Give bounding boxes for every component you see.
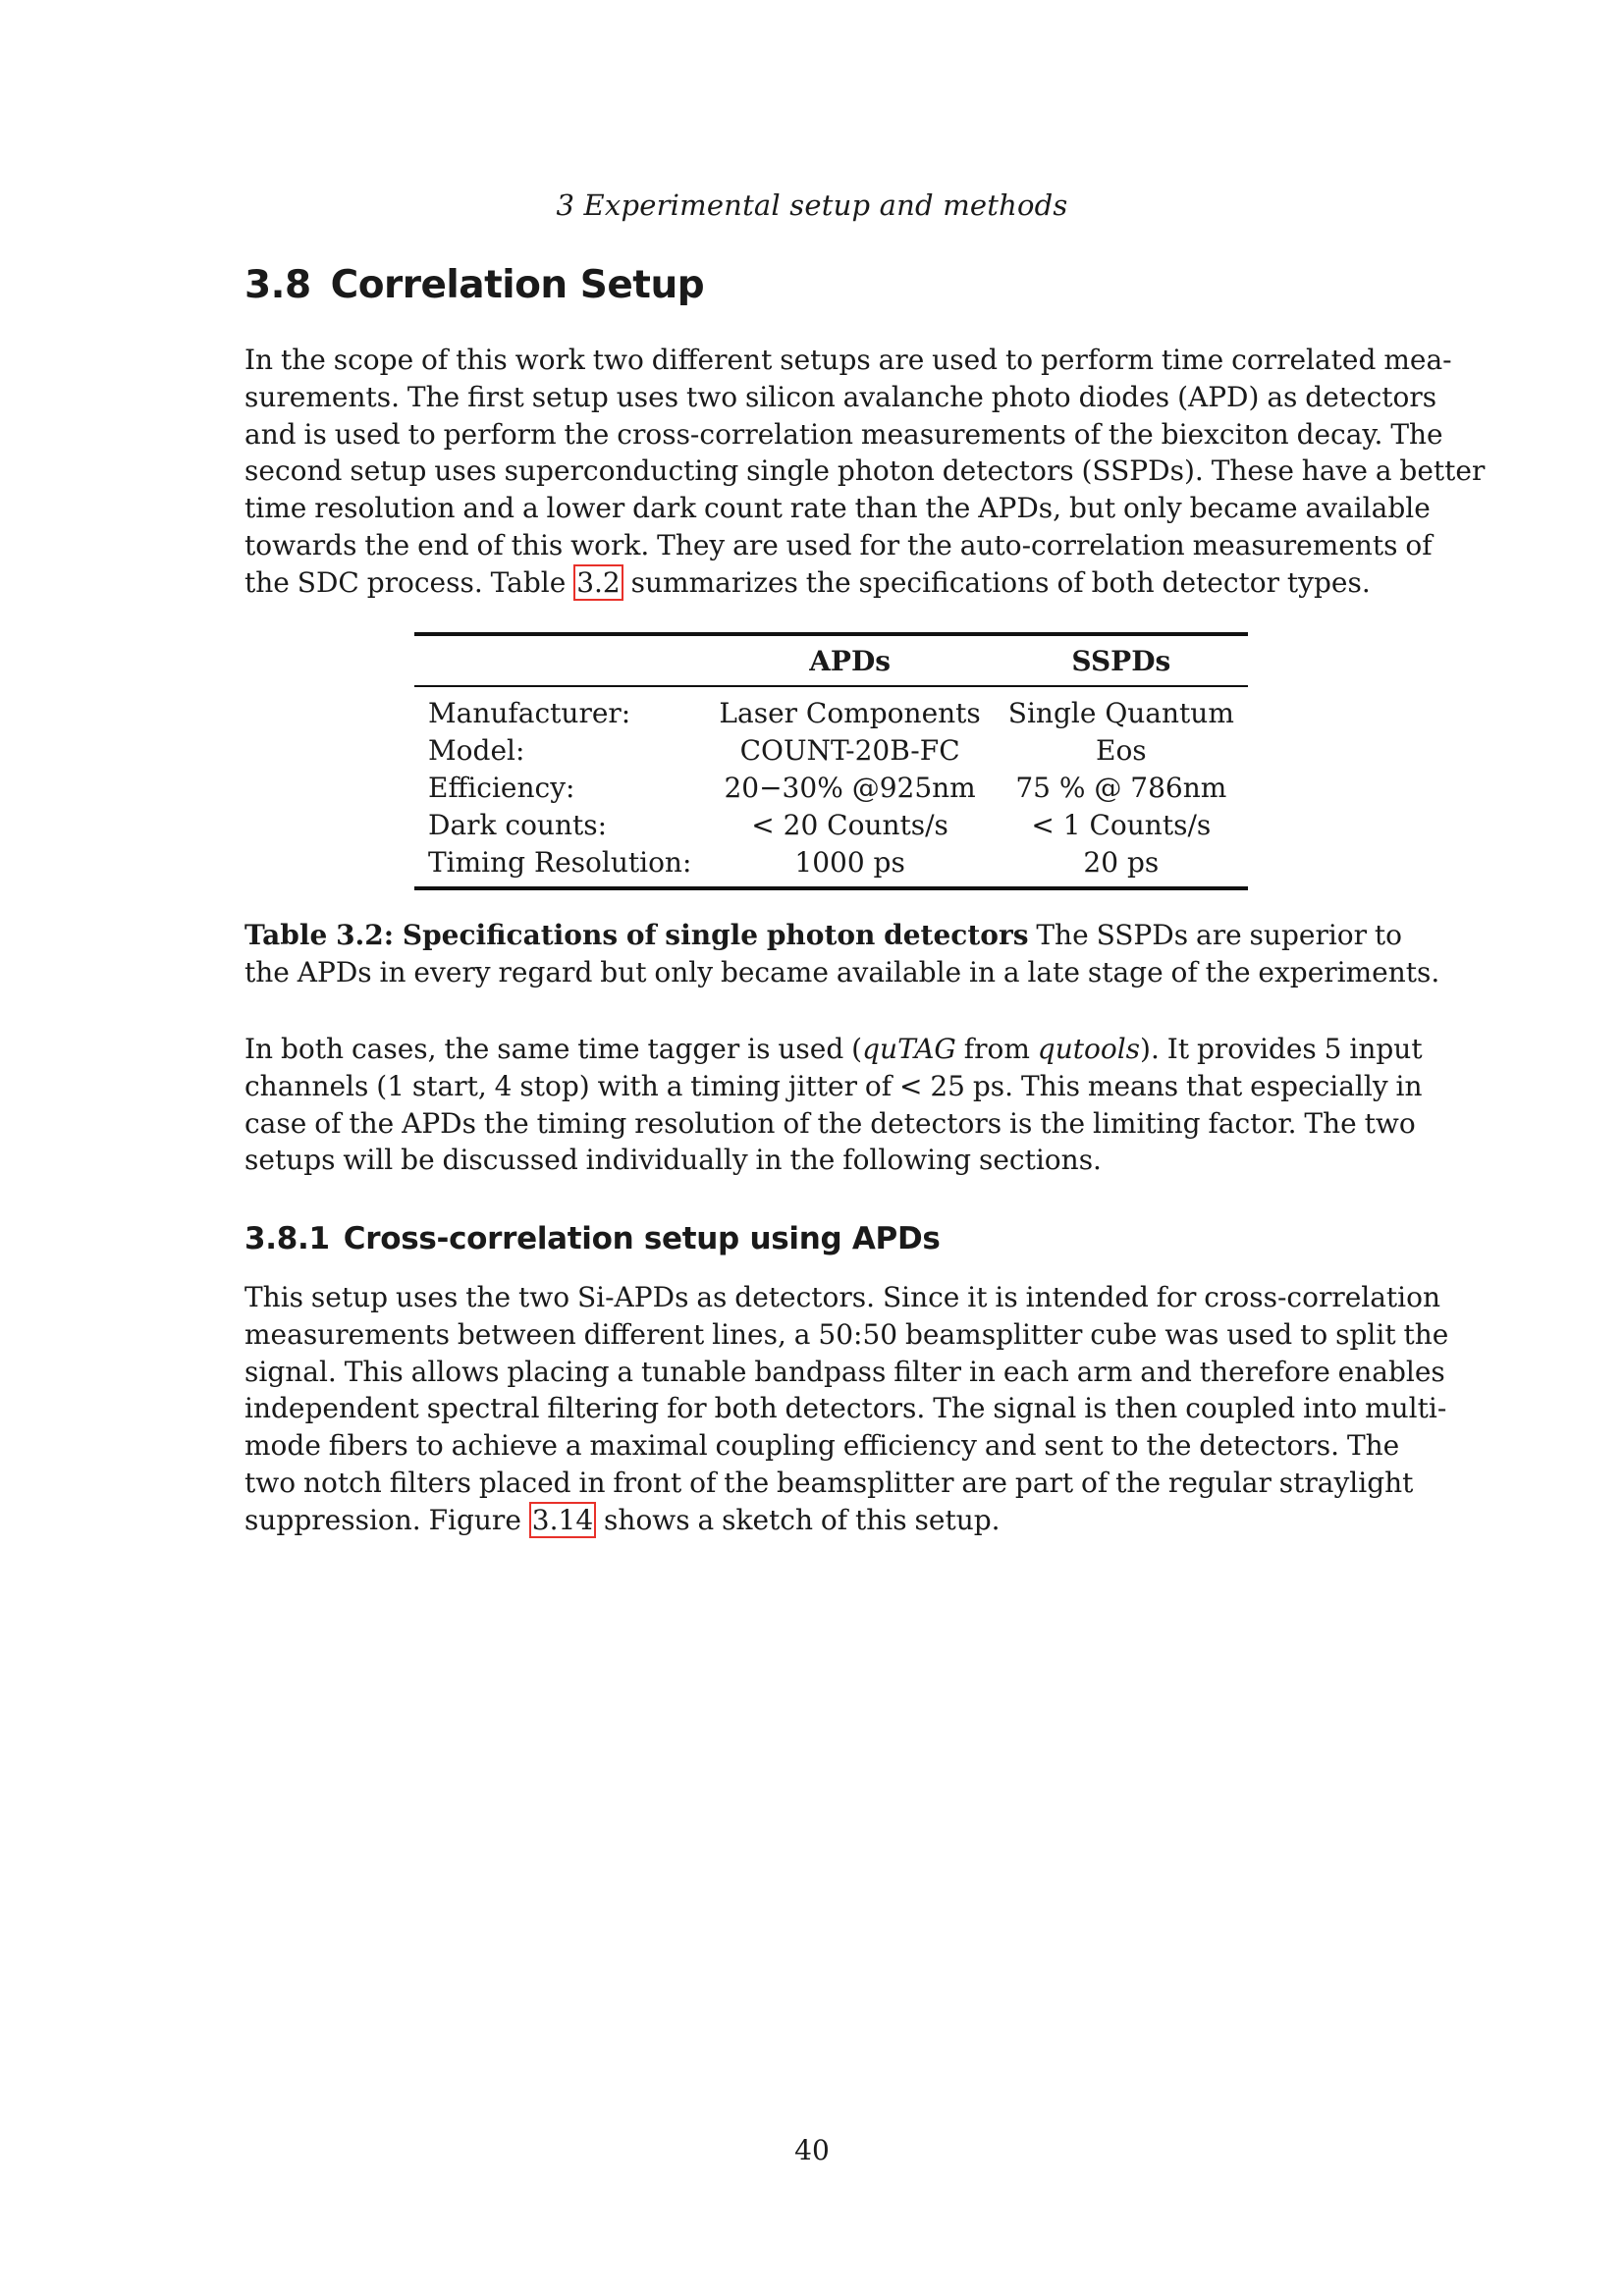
- table-cell: 75 % @ 786nm: [1015, 771, 1227, 804]
- text-fragment: the SDC process. Table: [244, 565, 574, 599]
- text-fragment: summarizes the specifications of both detector types.: [623, 565, 1371, 599]
- table-cell: 1000 ps: [794, 845, 905, 879]
- table-row: [414, 686, 1248, 732]
- table-cell-label: Timing Resolution:: [428, 845, 692, 879]
- text-line: signal. This allows placing a tunable bandpass filter in each arm and therefore enables: [244, 1355, 1445, 1388]
- table-row: [414, 732, 1248, 770]
- text-line: mode fibers to achieve a maximal coupling efficiency and sent to the detectors. The: [244, 1429, 1400, 1463]
- section-title-text: Correlation Setup: [330, 263, 705, 307]
- company-name: qutools: [1037, 1033, 1141, 1065]
- text-line: channels (1 start, 4 stop) with a timing jitter of < 25 ps. This means that especially in: [244, 1069, 1423, 1102]
- detector-spec-table: [414, 632, 1248, 890]
- text-line: second setup uses superconducting single photon detectors (SSPDs). These have a better: [244, 454, 1486, 488]
- subsection-number: 3.8.1: [244, 1221, 330, 1256]
- text-fragment: In both cases, the same time tagger is used (: [244, 1033, 863, 1065]
- table-cell: < 1 Counts/s: [1031, 808, 1212, 841]
- table-cell: Eos: [1096, 734, 1147, 768]
- text-fragment: The SSPDs are superior to: [1028, 919, 1403, 951]
- text-line: the APDs in every regard but only became available in a late stage of the experiments.: [244, 955, 1440, 988]
- figure-reference-link[interactable]: 3.14: [529, 1502, 596, 1538]
- subsection-title-text: Cross-correlation setup using APDs: [343, 1221, 941, 1256]
- table-row: [414, 806, 1248, 843]
- text-line: surements. The first setup uses two silicon avalanche photo diodes (APD) as detectors: [244, 380, 1437, 413]
- section-title: [244, 263, 704, 307]
- table-cell: 20 ps: [1083, 845, 1160, 879]
- table-header-apds: APDs: [809, 644, 892, 677]
- table-cell: COUNT-20B-FC: [739, 734, 960, 768]
- table-cell-label: Model:: [428, 734, 525, 768]
- subsection-title: [244, 1221, 941, 1256]
- text-line: [244, 1502, 1388, 1539]
- section-number: 3.8: [244, 263, 311, 307]
- table-cell: Single Quantum: [1007, 697, 1234, 730]
- table-reference-link[interactable]: 3.2: [573, 564, 623, 601]
- page-number: 40: [794, 2134, 830, 2166]
- table-cell-label: Efficiency:: [428, 771, 575, 804]
- table-header-sspds: SSPDs: [1071, 644, 1171, 677]
- paragraph-intro: [244, 342, 1486, 602]
- caption-label: Table 3.2: Specifications of single photon detectors: [244, 919, 1029, 951]
- table-header-empty: [414, 634, 705, 686]
- table-cell-label: Manufacturer:: [428, 697, 631, 730]
- table-cell: 20−30% @925nm: [724, 771, 976, 804]
- paragraph-apd-setup: [244, 1279, 1449, 1539]
- table-header-row: [414, 634, 1248, 686]
- text-fragment: ). It provides 5 input: [1140, 1033, 1423, 1065]
- table-cell: < 20 Counts/s: [751, 808, 948, 841]
- table-cell-label: Dark counts:: [428, 808, 608, 841]
- text-fragment: suppression. Figure: [244, 1503, 529, 1536]
- text-line: In the scope of this work two different setups are used to perform time correlated mea-: [244, 344, 1452, 376]
- text-line: setups will be discussed individually in the following sections.: [244, 1144, 1102, 1177]
- table-cell: Laser Components: [719, 697, 981, 730]
- text-line: and is used to perform the cross-correlation measurements of the biexciton decay. The: [244, 417, 1443, 451]
- text-line: [244, 1031, 1423, 1068]
- table-caption: [244, 917, 1440, 991]
- table-row: [414, 843, 1248, 888]
- text-line: towards the end of this work. They are used for the auto-correlation measurements of: [244, 528, 1433, 561]
- table-row: [414, 770, 1248, 807]
- product-name: quTAG: [862, 1033, 956, 1065]
- text-line: independent spectral filtering for both detectors. The signal is then coupled into multi-: [244, 1392, 1447, 1425]
- running-head: 3 Experimental setup and methods: [556, 188, 1068, 222]
- text-line: two notch filters placed in front of the beamsplitter are part of the regular straylight: [244, 1466, 1414, 1499]
- text-fragment: shows a sketch of this setup.: [596, 1503, 1001, 1536]
- text-fragment: from: [955, 1033, 1038, 1065]
- text-line: measurements between different lines, a 50:50 beamsplitter cube was used to split the: [244, 1317, 1449, 1351]
- text-line: case of the APDs the timing resolution of the detectors is the limiting factor. The two: [244, 1106, 1416, 1140]
- text-line: [244, 564, 1388, 602]
- text-line: time resolution and a lower dark count rate than the APDs, but only became available: [244, 492, 1431, 525]
- paragraph-time-tagger: [244, 1031, 1423, 1179]
- text-line: This setup uses the two Si-APDs as detectors. Since it is intended for cross-correlation: [244, 1281, 1441, 1313]
- text-line: [244, 917, 1403, 954]
